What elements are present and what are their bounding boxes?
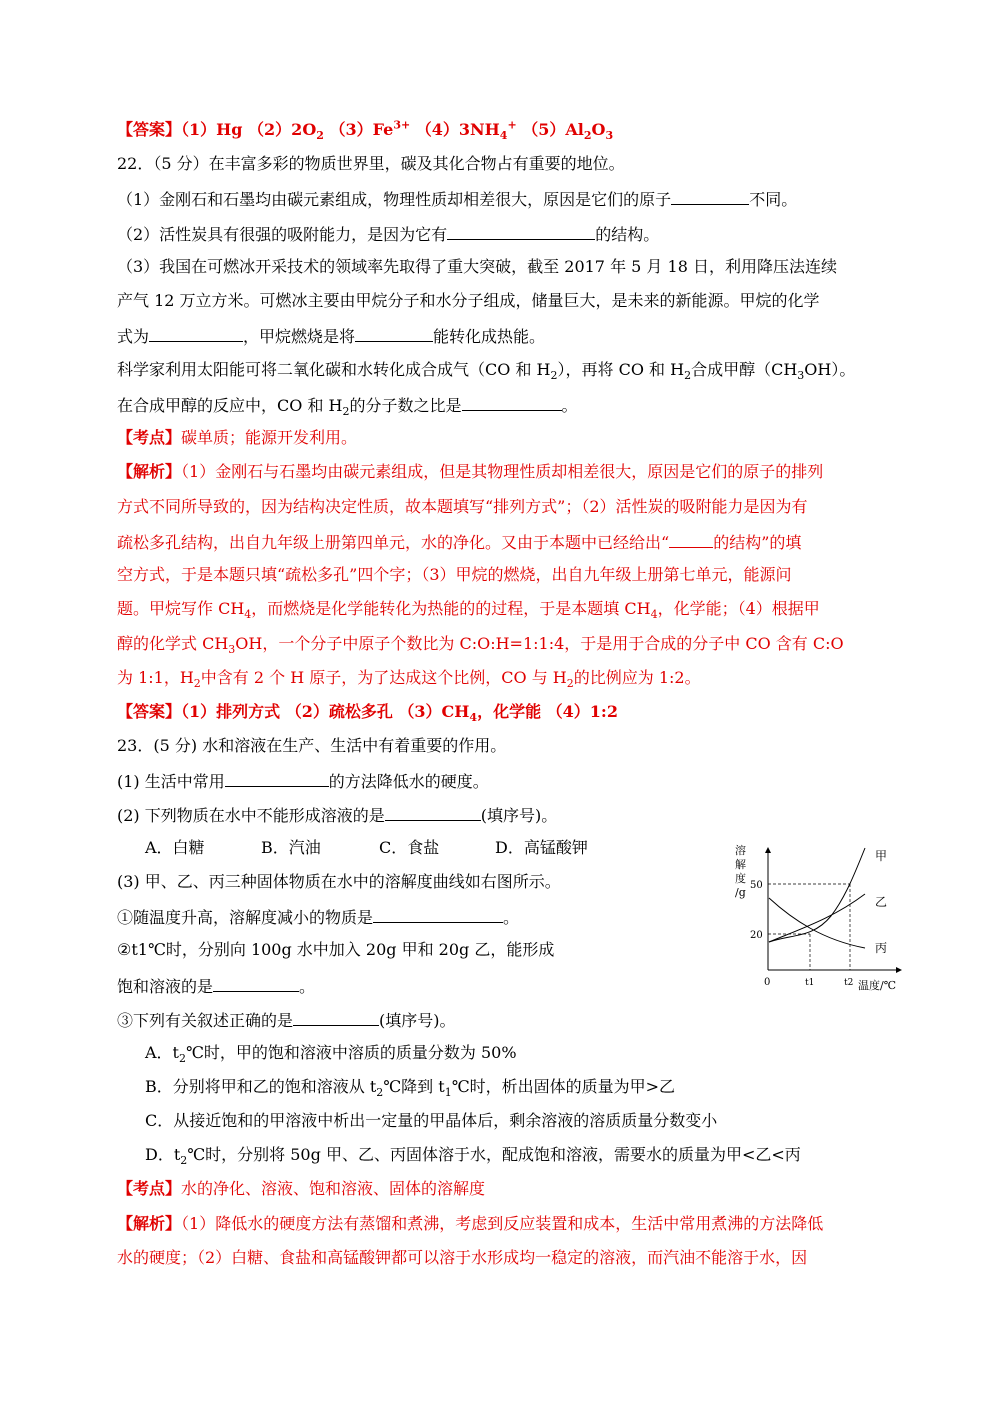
q22-part4-line2: 在合成甲醇的反应中，CO 和 $H_2$的分子数之比是 。 [117, 396, 578, 419]
q23-choice-b: B．分别将甲和乙的饱和溶液从 $t_2℃$降到 $t_1℃$时，析出固体的质量为甲>乙 [145, 1077, 676, 1100]
answer-blank[interactable] [671, 188, 749, 205]
x-tick-t2: t2 [844, 978, 854, 988]
answer-blank[interactable] [355, 325, 433, 342]
q23-part3-3: ③下列有关叙述正确的是 (填序号)。 [117, 1011, 456, 1030]
y-label-char-1: 溶 [735, 844, 746, 857]
q23-part3-1: ①随温度升高，溶解度减小的物质是 。 [117, 908, 520, 927]
q23-analysis-line2: 水的硬度；（2）白糖、食盐和高锰酸钾都可以溶于水形成均一稳定的溶液，而汽油不能溶于水，因 [117, 1248, 808, 1267]
series-bing-label: 丙 [875, 941, 888, 955]
answer-blank[interactable] [225, 770, 329, 787]
q22-analysis-line1: 【解析】（1）金刚石与石墨均由碳元素组成，但是其物理性质却相差很大，原因是它们的原子的排列 [117, 462, 824, 481]
q23-choice-a: A．$t_2℃$时，甲的饱和溶液中溶质的质量分数为 50% [145, 1043, 517, 1066]
q22-part3-line3: 式为 ，甲烷燃烧是将 能转化成热能。 [117, 327, 546, 346]
q22-analysis-line3: 疏松多孔结构，出自九年级上册第四单元，水的净化。又由于本题中已经给出“ 的结构”的填 [117, 533, 802, 552]
q22-analysis-line4: 空方式，于是本题只填“疏松多孔”四个字；（3）甲烷的燃烧，出自九年级上册第七单元，能源问 [117, 565, 792, 584]
q23-knowledge-point: 【考点】水的净化、溶液、饱和溶液、固体的溶解度 [117, 1179, 486, 1198]
option-d: D．高锰酸钾 [495, 838, 588, 857]
q22-part1: （1）金刚石和石墨均由碳元素组成，物理性质却相差很大，原因是它们的原子 不同。 [117, 190, 798, 209]
option-b: B．汽油 [261, 838, 321, 857]
answer-tag: 【答案】 [117, 120, 182, 139]
answer-blank[interactable] [462, 394, 562, 411]
y-tick-20: 20 [750, 930, 763, 941]
q21-answer-line: 【答案】（1）Hg $(2)2O_2$ $(3)Fe^{3+}$ $(4)3NH_4^+$ $(5)Al_2O_3$ [117, 118, 614, 143]
q23-part3: (3) 甲、乙、丙三种固体物质在水中的溶解度曲线如右图所示。 [117, 872, 561, 891]
q22-part2: （2）活性炭具有很强的吸附能力，是因为它有 的结构。 [117, 225, 660, 244]
series-jia-curve [769, 848, 865, 942]
q22-part4-line1: 科学家利用太阳能可将二氧化碳和水转化成合成气（CO 和 $H_2$），再将 CO 和 $H_2$合成甲醇$(CH_3OH)$。 [117, 360, 856, 383]
y-tick-50: 50 [750, 880, 763, 891]
q22-analysis-line6: 醇的化学式 $CH_3OH$，一个分子中原子个数比为 C:O:H=1:1:4，于是用于合成的分子中 CO 含有 C:O [117, 634, 844, 657]
q22-analysis-line5: 题。甲烷写作 $CH_4$，而燃烧是化学能转化为热能的的过程，于是本题填 $CH_4$，化学能；（4）根据甲 [117, 599, 820, 622]
answer-blank[interactable] [213, 975, 299, 992]
answer-blank[interactable] [447, 223, 595, 240]
q23-part3-2-line2: 饱和溶液的是 。 [117, 977, 316, 996]
answer-blank[interactable] [293, 1009, 379, 1026]
series-yi-curve [769, 894, 865, 942]
q22-answer: 【答案】（1）排列方式 （2）疏松多孔 $(3)CH_4$，化学能 （4）1:2 [117, 702, 618, 725]
series-jia-label: 甲 [875, 849, 888, 863]
answer-blank[interactable] [373, 906, 503, 923]
series-yi-label: 乙 [875, 895, 888, 909]
q23-stem: 23．(5 分) 水和溶液在生产、生活中有着重要的作用。 [117, 736, 507, 755]
option-a: A．白糖 [145, 838, 205, 857]
y-label-char-3: 度 [735, 872, 746, 885]
q23-options [145, 838, 588, 858]
q23-analysis-line1: 【解析】（1）降低水的硬度方法有蒸馏和煮沸，考虑到反应装置和成本，生活中常用煮沸的方法降低 [117, 1214, 824, 1233]
solubility-chart [733, 838, 903, 998]
answer-blank[interactable] [385, 804, 481, 821]
x-axis-label: 温度/℃ [858, 979, 897, 992]
answer-blank[interactable] [149, 325, 243, 342]
q22-knowledge-point: 【考点】碳单质；能源开发利用。 [117, 428, 358, 447]
q23-part2: (2) 下列物质在水中不能形成溶液的是 (填序号)。 [117, 806, 558, 825]
q22-part3-line2: 产气 12 万立方米。可燃冰主要由甲烷分子和水分子组成，储量巨大，是未来的新能源。甲烷的化学 [117, 291, 820, 310]
q22-analysis-line2: 方式不同所导致的，因为结构决定性质，故本题填写“排列方式”；（2）活性炭的吸附能力是因为有 [117, 497, 808, 516]
q22-part3-line1: （3）我国在可燃冰开采技术的领域率先取得了重大突破，截至 2017 年 5 月 18 日，利用降压法连续 [117, 257, 837, 276]
origin-label: 0 [764, 977, 771, 988]
x-tick-t1: t1 [805, 978, 815, 988]
q23-choice-c: C．从接近饱和的甲溶液中析出一定量的甲晶体后，剩余溶液的溶质质量分数变小 [145, 1111, 718, 1130]
q23-choice-d: D．$t_2℃$时，分别将 50g 甲、乙、丙固体溶于水，配成饱和溶液，需要水的质量为甲<乙<丙 [145, 1145, 801, 1168]
series-bing-curve [769, 898, 865, 948]
y-label-char-4: /g [735, 886, 746, 899]
q23-part1: (1) 生活中常用 的方法降低水的硬度。 [117, 772, 489, 791]
q22-stem: 22．（5 分）在丰富多彩的物质世界里，碳及其化合物占有重要的地位。 [117, 154, 625, 173]
option-c: C．食盐 [379, 838, 440, 857]
blank-underline [669, 531, 713, 548]
y-label-char-2: 解 [735, 858, 746, 871]
q22-analysis-line7: 为 1:1，$H_2$中含有 2 个 H 原子，为了达成这个比例，CO 与 $H_2$的比例应为 1:2。 [117, 668, 701, 691]
q23-part3-2-line1: ②t1℃时，分别向 100g 水中加入 20g 甲和 20g 乙，能形成 [117, 940, 555, 959]
